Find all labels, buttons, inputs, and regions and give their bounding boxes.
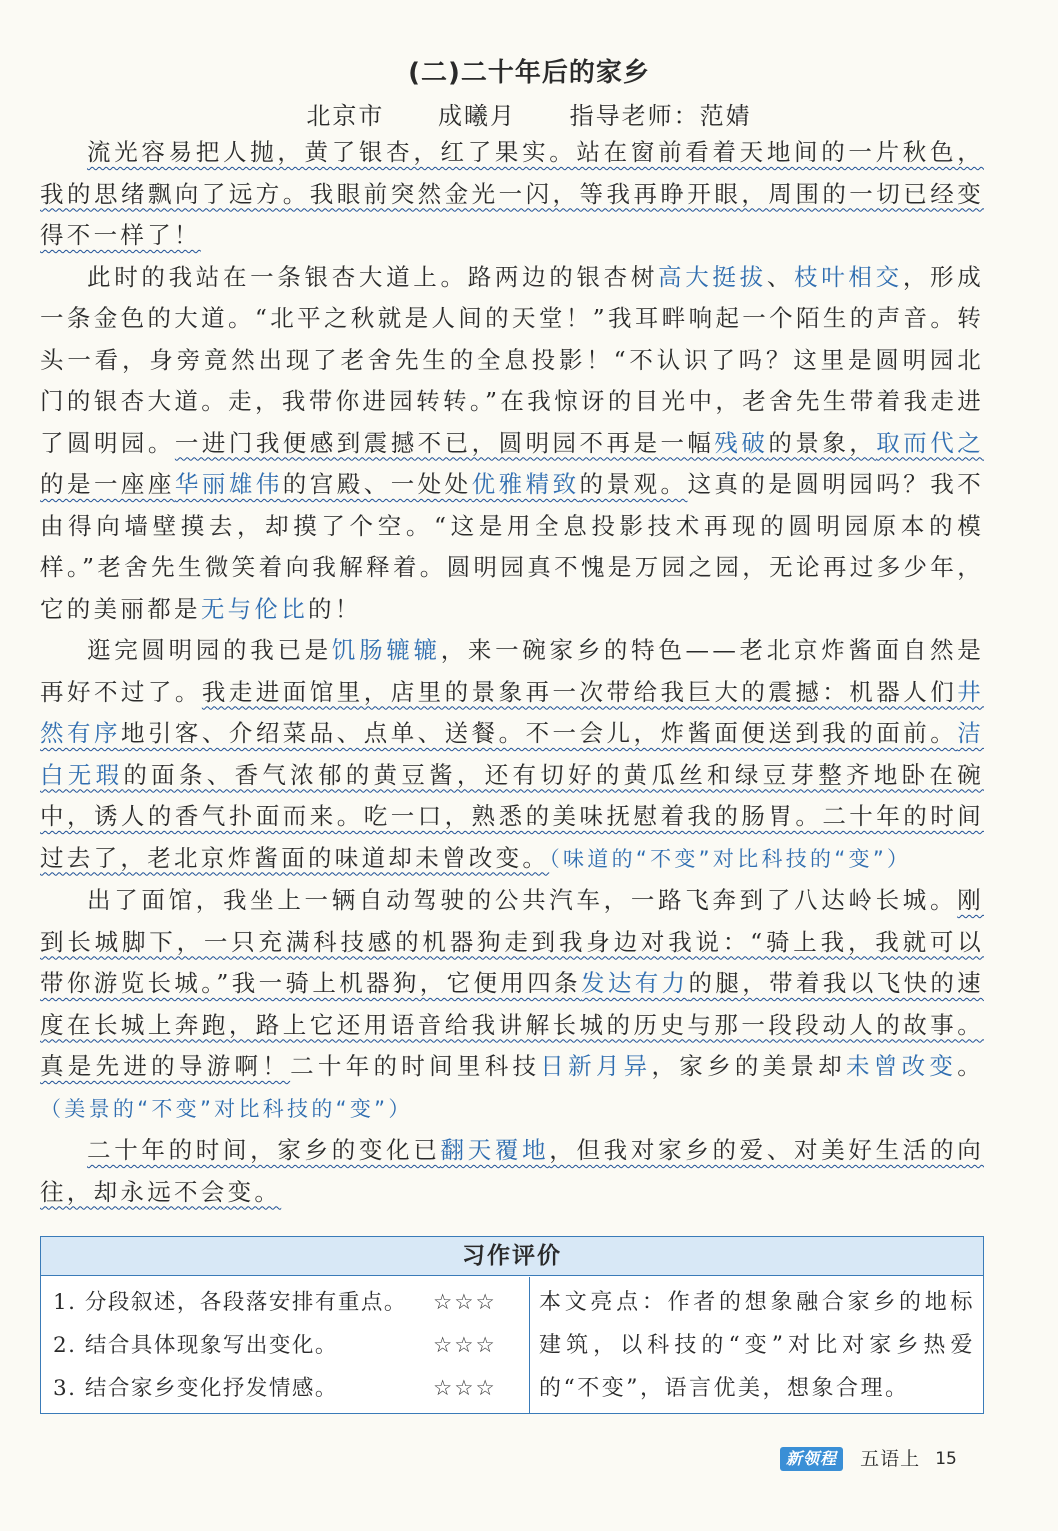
text-segment: 无与伦比 <box>200 594 309 623</box>
text-segment: 枝叶相交 <box>794 262 903 291</box>
byline-author: 成曦月 <box>438 102 516 130</box>
text-segment: 发达有力 <box>581 969 689 997</box>
criterion-row <box>53 1367 529 1410</box>
paragraph <box>40 1130 984 1213</box>
paragraph <box>40 132 984 257</box>
text-segment: 一进门我便感到震撼不已，圆明园不再是一幅 <box>174 428 715 457</box>
criterion-text: 2. 结合具体现象写出变化。 <box>53 1333 338 1358</box>
star-rating-icon: ☆☆☆ <box>433 1290 497 1315</box>
star-rating-icon: ☆☆☆ <box>433 1376 497 1401</box>
text-segment: 此时的我站在一条银杏大道上。路两边的银杏树 <box>87 262 659 291</box>
text-segment: 的面条、香气浓郁的黄豆酱，还有切好的黄瓜丝和绿豆芽整齐地卧在碗中，诱人的香气扑面而来。吃一口，熟悉的美味抚慰着我的肠胃。二十年的时间过去了，老北京炸酱面的味道却未曾改变。 <box>40 760 984 872</box>
evaluation-criteria <box>41 1277 530 1413</box>
criterion-text: 1. 分段叙述，各段落安排有重点。 <box>53 1290 407 1315</box>
byline <box>0 96 1058 131</box>
text-segment: 刚到长城脚下，一只充满科技感的机器狗走到我身边对我说：“骑上我，我就可以带你游览长城。”我一骑上机器狗，它便用四条 <box>40 886 984 997</box>
criterion-row <box>53 1281 529 1324</box>
text-segment: 流光容易把人抛，黄了银杏，红了果实。站在窗前看着天地间的一片秋色，我的思绪飘向了远方。我眼前突然金光一闪，等我再睁开眼，周围的一切已经变得不一样了！ <box>40 138 984 249</box>
text-segment: 井然有序 <box>40 677 984 747</box>
text-segment: 华丽雄伟 <box>174 470 283 498</box>
text-segment: 的景象， <box>768 428 877 457</box>
text-segment: 我走进面馆里，店里的景象再一次带给我巨大的震撼：机器人们 <box>201 677 958 706</box>
evaluation-heading: 习作评价 <box>41 1237 983 1276</box>
text-segment: 的景观。 <box>579 470 688 498</box>
text-segment: 的！ <box>308 594 362 623</box>
paragraph <box>40 257 984 631</box>
text-segment: ，来一碗家乡的特色——老北京炸酱面自然是再好不过了。 <box>40 636 984 706</box>
text-segment: 优雅精致 <box>471 470 580 498</box>
page-footer <box>780 1443 957 1473</box>
essay-body <box>40 132 984 1213</box>
text-segment: 翻天覆地 <box>440 1136 550 1164</box>
page-number: 15 <box>935 1448 957 1469</box>
text-segment: 二十年的时间，家乡的变化已 <box>87 1136 441 1164</box>
paragraph <box>40 880 984 1130</box>
text-segment: ，家乡的美景却 <box>651 1052 847 1080</box>
text-segment: 未曾改变 <box>846 1052 958 1080</box>
text-segment: 日新月异 <box>540 1052 652 1080</box>
evaluation-box <box>40 1236 984 1414</box>
text-segment: 洁白无瑕 <box>40 719 984 789</box>
text-segment: 饥肠辘辘 <box>331 636 441 664</box>
criterion-row <box>53 1324 529 1367</box>
essay-title: (二)二十年后的家乡 <box>408 58 650 88</box>
text-segment: 这真的是圆明园吗？我不由得向墙壁摸去，却摸了个空。“这是用全息投影技术再现的圆明园原本的模样。”老舍先生微笑着向我解释着。圆明园真不愧是万园之园，无论再过多少年，它的美丽都是 <box>40 470 985 623</box>
text-segment: 、 <box>766 262 795 291</box>
byline-city: 北京市 <box>306 102 385 130</box>
book-label: 五语上 <box>860 1447 921 1470</box>
criterion-text: 3. 结合家乡变化抒发情感。 <box>53 1376 338 1401</box>
paragraph <box>40 630 984 880</box>
text-segment: 。 <box>957 1052 984 1080</box>
byline-teacher: 指导老师：范婧 <box>569 102 752 130</box>
star-rating-icon: ☆☆☆ <box>433 1333 497 1358</box>
evaluation-highlight: 本文亮点：作者的想象融合家乡的地标建筑，以科技的“变”对比对家乡热爱的“不变”，语言优美，想象合理。 <box>539 1290 975 1401</box>
text-segment: 高大挺拔 <box>658 262 767 291</box>
text-segment: ，但我对家乡的爱、对美好生活的向往，却永远不会变。 <box>40 1136 984 1206</box>
text-segment: 逛完圆明园的我已是 <box>87 636 332 664</box>
text-segment: 地引客、介绍菜品、点单、送餐。不一会儿，炸酱面便送到我的面前。 <box>120 719 958 747</box>
text-segment: 残破 <box>714 428 769 457</box>
text-segment: 二十年的时间里科技 <box>290 1052 541 1080</box>
text-segment: 取而代之 <box>876 428 985 457</box>
annotation-note: （味道的“不变”对比科技的“变”） <box>549 846 912 871</box>
text-segment: ，形成一条金色的大道。“北平之秋就是人间的天堂！”我耳畔响起一个陌生的声音。转头一看，身旁竟然出现了老舍先生的全息投影！“不认识了吗？这里是圆明园北门的银杏大道。走，我带你进园转转。”在我惊讶的目光中，老舍先生带着我走进了圆明园。 <box>40 262 984 457</box>
text-segment: 的宫殿、一处处 <box>282 470 472 498</box>
text-segment: 的腿，带着我以飞快的速度在长城上奔跑，路上它还用语音给我讲解长城的历史与那一段段动人的故事。真是先进的导游啊！ <box>40 969 984 1080</box>
brand-badge: 新领程 <box>780 1447 843 1471</box>
text-segment: 的是一座座 <box>40 470 175 498</box>
annotation-note: （美景的“不变”对比科技的“变”） <box>40 1096 413 1121</box>
text-segment: 出了面馆，我坐上一辆自动驾驶的公共汽车，一路飞奔到了八达岭长城。 <box>87 886 958 914</box>
